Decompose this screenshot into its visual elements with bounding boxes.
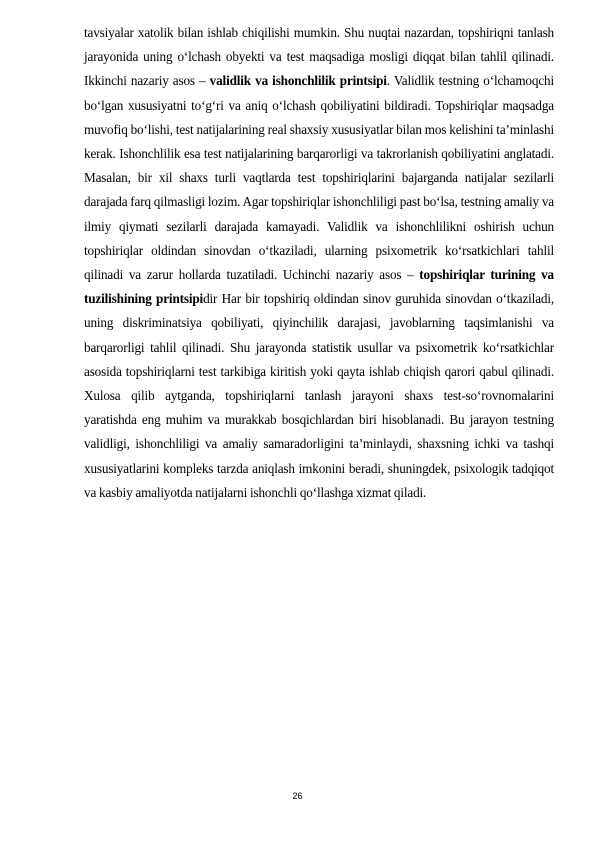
paragraph-text-part-1: tavsiyalar xatolik bilan ishlab chiqilishi mumkin. Shu nuqtai nazardan, topshiriqni tanlash jarayonida uning o‘lchash obyekti va test maqsadiga mosligi diqqat bilan tahlil qilinadi. Ikkinchi nazariy asos – <box>84 25 554 89</box>
bold-term-task-structure: topshiriqlar turining va tuzilishining printsipi <box>84 267 554 307</box>
page-number: 26 <box>292 791 303 801</box>
body-paragraph <box>84 21 554 505</box>
paragraph-text-part-2: . Validlik testning o‘lchamoqchi bo‘lgan xususiyatni to‘g‘ri va aniq o‘lchash qobiliyatini bildiradi. Topshiriqlar maqsadga muvofiq bo‘lishi, test natijalarining real shaxsiy xususiyatlar bilan mos kelishini ta’minlashi kerak. Ishonchlilik esa test natijalarining barqarorligi va takrorlanish qobiliyatini anglatadi. Masalan, bir xil shaxs turli vaqtlarda test topshiriqlarini bajarganda natijalar sezilarli darajada farq qilmasligi lozim. Agar topshiriqlar ishonchliligi past bo‘lsa, testning amaliy va ilmiy qiymati sezilarli darajada kamayadi. Validlik va ishonchlilikni oshirish uchun topshiriqlar oldindan sinovdan o‘tkaziladi, ularning psixometrik ko‘rsatkichlari tahlil qilinadi va zarur hollarda tuzatiladi. Uchinchi nazariy asos – <box>84 73 554 283</box>
bold-term-validity-reliability: validlik va ishonchlilik printsipi <box>209 73 387 89</box>
paragraph-text-part-3: dir Har bir topshiriq oldindan sinov guruhida sinovdan o‘tkaziladi, uning diskriminatsiya qobiliyati, qiyinchilik darajasi, javoblarning taqsimlanishi va barqarorligi tahlil qilinadi. Shu jarayonda statistik usullar va psixometrik ko‘rsatkichlar asosida topshiriqlarni test tarkibiga kiritish yoki qayta ishlab chiqish qarori qabul qilinadi. Xulosa qilib aytganda, topshiriqlarni tanlash jarayoni shaxs test-so‘rovnomalarini yaratishda eng muhim va murakkab bosqichlardan biri hisoblanadi. Bu jarayon testning validligi, ishonchliligi va amaliy samaradorligini ta’minlaydi, shaxsning ichki va tashqi xususiyatlarini kompleks tarzda aniqlash imkonini beradi, shuningdek, psixologik tadqiqot va kasbiy amaliyotda natijalarni ishonchli qo‘llashga xizmat qiladi. <box>84 291 555 500</box>
